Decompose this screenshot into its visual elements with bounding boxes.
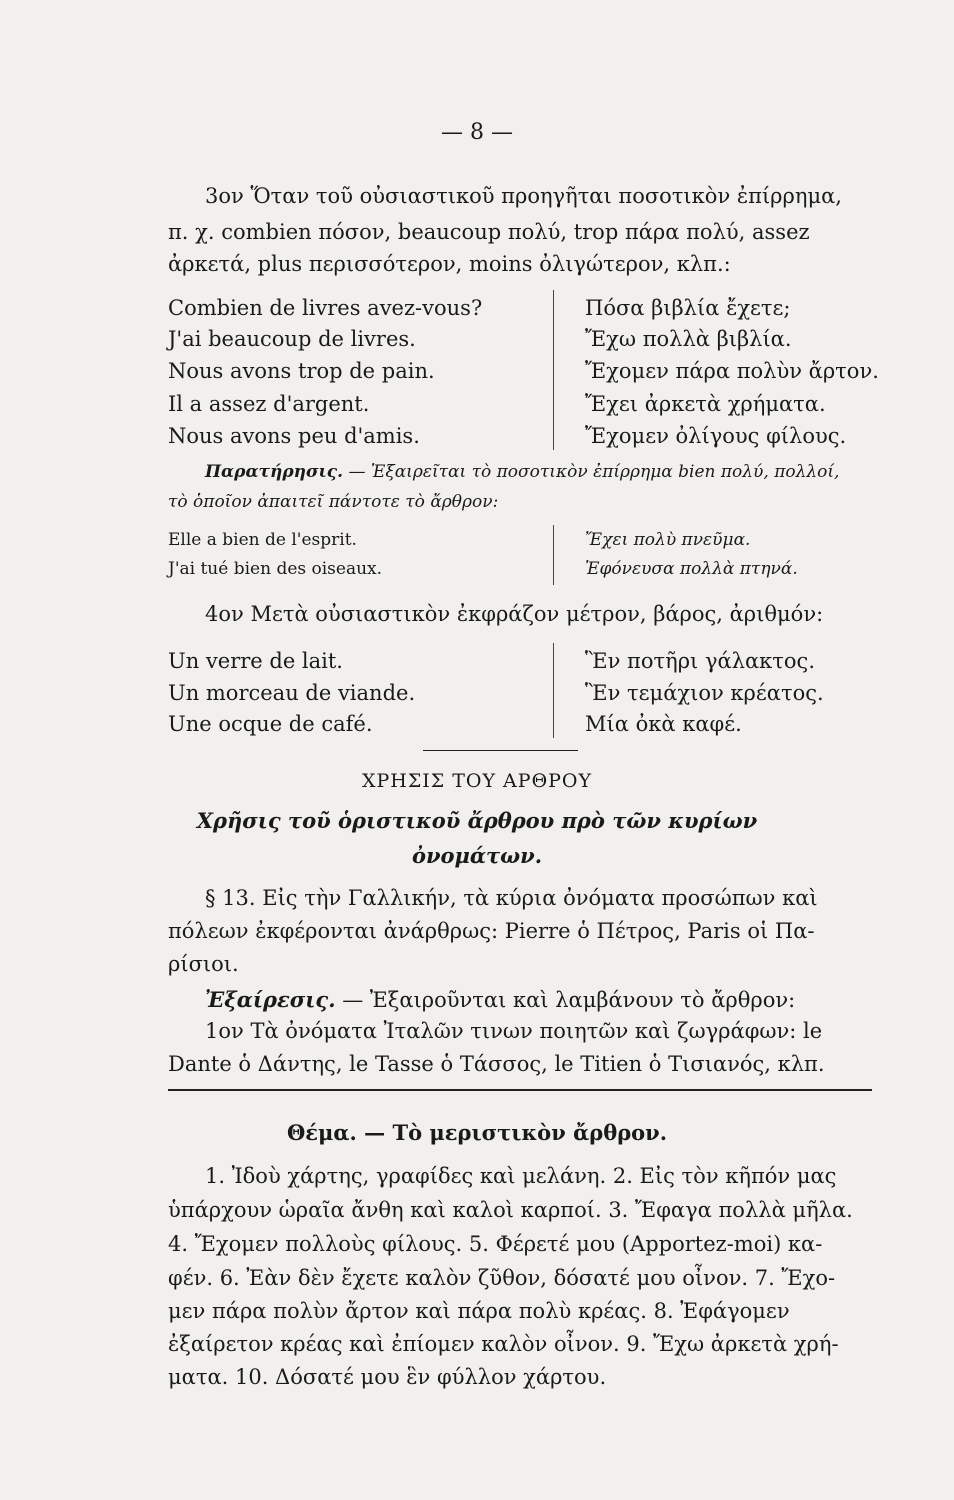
exception-label: Ἐξαίρεσις. bbox=[205, 987, 336, 1012]
column-divider bbox=[553, 525, 554, 585]
example-fr: Nous avons trop de pain. bbox=[168, 359, 435, 383]
example-gr: Ἓν ποτῆρι γάλακτος. bbox=[585, 649, 815, 673]
exception-line1 bbox=[205, 983, 795, 1017]
example-fr: Un verre de lait. bbox=[168, 649, 343, 673]
paragraph13-line3: ρίσιοι. bbox=[168, 952, 239, 976]
exercise-line: 4. Ἔχομεν πολλοὺς φίλους. 5. Φέρετέ μου (Apportez-moi) κα- bbox=[168, 1232, 823, 1256]
example-gr: Ἓν τεμάχιον κρέατος. bbox=[585, 681, 824, 705]
example-gr: Ἔχομεν ὀλίγους φίλους. bbox=[585, 424, 847, 448]
example-gr: Ἔχω πολλὰ βιβλία. bbox=[585, 327, 792, 351]
example-fr: J'ai beaucoup de livres. bbox=[168, 327, 416, 351]
exercise-line: ἐξαίρετον κρέας καὶ ἐπίομεν καλὸν οἶνον. 9. Ἔχω ἀρκετὰ χρή- bbox=[168, 1332, 839, 1356]
section3-line2: π. χ. combien πόσον, beaucoup πολύ, trop πάρα πολύ, assez bbox=[168, 220, 810, 244]
example-fr: Elle a bien de l'esprit. bbox=[168, 530, 357, 550]
section3-line1: 3ον Ὅταν τοῦ οὐσιαστικοῦ προηγῆται ποσοτικὸν ἐπίρρημα, bbox=[205, 184, 842, 208]
section-heading-line2: ὀνομάτων. bbox=[411, 843, 543, 868]
exception-line2: 1ον Τὰ ὀνόματα Ἰταλῶν τινων ποιητῶν καὶ ζωγράφων: le bbox=[205, 1019, 823, 1043]
remark-label: Παρατήρησις. bbox=[205, 462, 344, 482]
example-fr: Un morceau de viande. bbox=[168, 681, 416, 705]
example-gr: Μία ὀκὰ καφέ. bbox=[585, 712, 742, 736]
column-divider bbox=[553, 290, 554, 450]
section4-heading: 4ον Μετὰ οὐσιαστικὸν ἐκφράζον μέτρον, βάρος, ἀριθμόν: bbox=[205, 602, 824, 626]
exception-line3: Dante ὁ Δάντης, le Tasse ὁ Τάσσος, le Titien ὁ Τισιανός, κλπ. bbox=[168, 1052, 825, 1076]
theme-title: Θέμα. — Τὸ μεριστικὸν ἄρθρον. bbox=[286, 1120, 668, 1145]
example-fr: Une ocque de café. bbox=[168, 712, 373, 736]
section-heading-line1: Χρῆσις τοῦ ὁριστικοῦ ἄρθρου πρὸ τῶν κυρίων bbox=[196, 808, 758, 833]
paragraph13-line1: § 13. Εἰς τὴν Γαλλικήν, τὰ κύρια ὀνόματα προσώπων καὶ bbox=[205, 886, 818, 910]
page-number: — 8 — bbox=[441, 120, 513, 145]
paragraph13-line2: πόλεων ἐκφέρονται ἀνάρθρως: Pierre ὁ Πέτρος, Paris οἱ Πα- bbox=[168, 919, 815, 943]
example-fr: J'ai tué bien des oiseaux. bbox=[168, 559, 383, 579]
example-fr: Combien de livres avez-vous? bbox=[168, 296, 483, 320]
remark-line1 bbox=[205, 462, 839, 482]
example-gr: Ἐφόνευσα πολλὰ πτηνά. bbox=[585, 559, 798, 579]
column-divider bbox=[553, 643, 554, 738]
section3-line3: ἀρκετά, plus περισσότερον, moins ὀλιγώτερον, κλπ.: bbox=[168, 252, 731, 276]
remark-text: — Ἐξαιρεῖται τὸ ποσοτικὸν ἐπίρρημα bien πολύ, πολλοί, bbox=[348, 462, 840, 482]
exception-text: — Ἐξαιροῦνται καὶ λαμβάνουν τὸ ἄρθρον: bbox=[342, 988, 796, 1012]
rule bbox=[168, 1089, 872, 1091]
example-gr: Πόσα βιβλία ἔχετε; bbox=[585, 296, 791, 320]
example-gr: Ἔχομεν πάρα πολὺν ἄρτον. bbox=[585, 359, 879, 383]
exercise-line: ὑπάρχουν ὡραῖα ἄνθη καὶ καλοὶ καρποί. 3. Ἔφαγα πολλὰ μῆλα. bbox=[168, 1198, 853, 1222]
remark-line2: τὸ ὁποῖον ἀπαιτεῖ πάντοτε τὸ ἄρθρον: bbox=[168, 492, 499, 512]
example-gr: Ἔχει πολὺ πνεῦμα. bbox=[585, 530, 751, 550]
exercise-line: 1. Ἰδοὺ χάρτης, γραφίδες καὶ μελάνη. 2. Εἰς τὸν κῆπόν μας bbox=[205, 1164, 837, 1188]
section-divider bbox=[423, 750, 578, 751]
example-gr: Ἔχει ἀρκετὰ χρήματα. bbox=[585, 392, 826, 416]
example-fr: Nous avons peu d'amis. bbox=[168, 424, 420, 448]
section-heading-caps: ΧΡΗΣΙΣ ΤΟΥ ΑΡΘΡΟΥ bbox=[361, 770, 593, 792]
exercise-line: φέν. 6. Ἐὰν δὲν ἔχετε καλὸν ζῦθον, δόσατέ μου οἶνον. 7. Ἔχο- bbox=[168, 1266, 836, 1290]
example-fr: Il a assez d'argent. bbox=[168, 392, 370, 416]
exercise-line: ματα. 10. Δόσατέ μου ἓν φύλλον χάρτου. bbox=[168, 1365, 607, 1389]
exercise-line: μεν πάρα πολὺν ἄρτον καὶ πάρα πολὺ κρέας. 8. Ἐφάγομεν bbox=[168, 1299, 790, 1323]
